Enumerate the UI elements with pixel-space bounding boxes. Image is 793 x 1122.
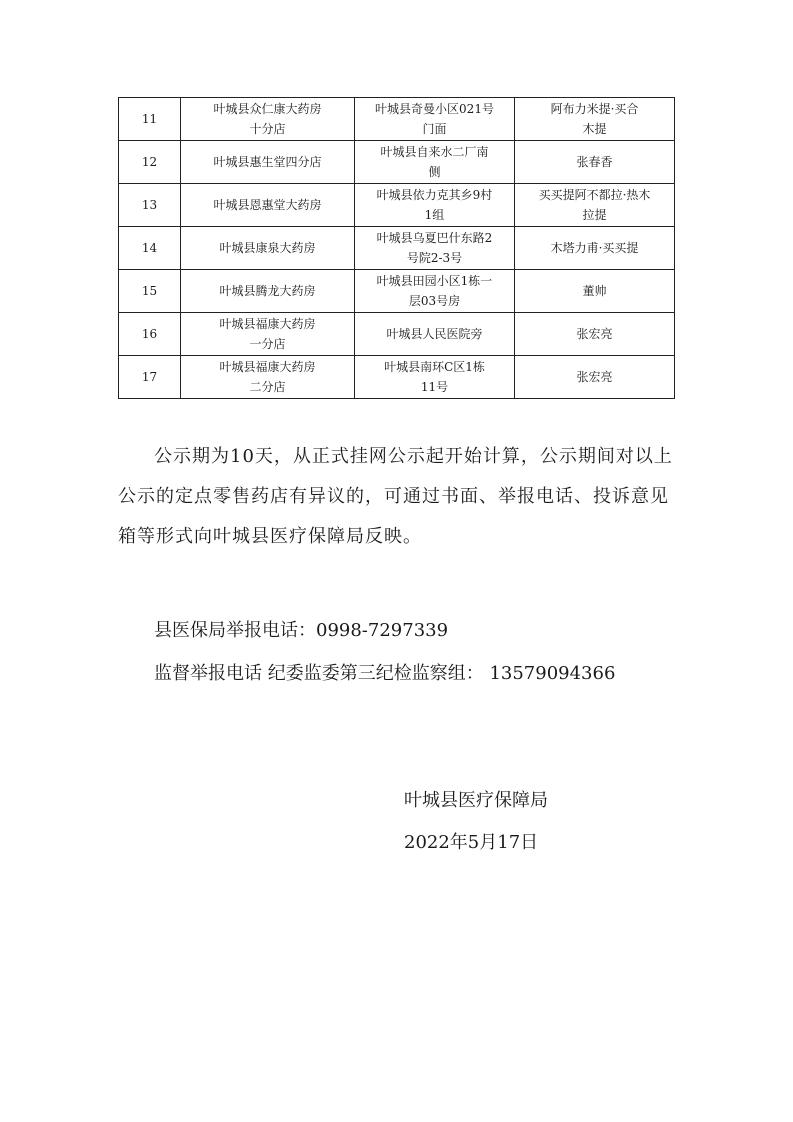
pharmacy-name-cell: 叶城县康泉大药房 <box>181 227 355 270</box>
pharmacy-owner-cell: 木塔力甫·买买提 <box>515 227 675 270</box>
pharmacy-owner-cell: 买买提阿不都拉·热木 拉提 <box>515 184 675 227</box>
table-row <box>119 98 675 141</box>
pharmacy-owner-cell: 张宏亮 <box>515 313 675 356</box>
pharmacy-address-cell: 叶城县依力克其乡9村 1组 <box>355 184 515 227</box>
row-index-cell: 16 <box>119 313 181 356</box>
issue-date: 2022年5月17日 <box>404 832 539 853</box>
supervision-hotline-text: 监督举报电话 纪委监委第三纪检监察组： 13579094366 <box>154 663 616 684</box>
pharmacy-owner-cell: 阿布力米提·买合 木提 <box>515 98 675 141</box>
row-index-cell: 12 <box>119 141 181 184</box>
pharmacy-address-cell: 叶城县南环C区1栋 11号 <box>355 356 515 399</box>
pharmacy-table-body <box>119 98 675 399</box>
pharmacy-owner-cell: 张春香 <box>515 141 675 184</box>
notice-paragraph: 公示期为10天，从正式挂网公示起开始计算，公示期间对以上公示的定点零售药店有异议的，可通过书面、举报电话、投诉意见箱等形式向叶城县医疗保障局反映。 <box>118 446 673 547</box>
row-index-cell: 11 <box>119 98 181 141</box>
table-row <box>119 184 675 227</box>
pharmacy-address-cell: 叶城县自来水二厂南 侧 <box>355 141 515 184</box>
pharmacy-name-cell: 叶城县众仁康大药房 十分店 <box>181 98 355 141</box>
pharmacy-name-cell: 叶城县恩惠堂大药房 <box>181 184 355 227</box>
hotline-text: 县医保局举报电话：0998-7297339 <box>154 620 449 641</box>
pharmacy-table <box>118 97 675 399</box>
pharmacy-address-cell: 叶城县奇曼小区021号 门面 <box>355 98 515 141</box>
pharmacy-address-cell: 叶城县人民医院旁 <box>355 313 515 356</box>
table-row <box>119 141 675 184</box>
table-row <box>119 270 675 313</box>
table-row <box>119 356 675 399</box>
pharmacy-owner-cell: 董帅 <box>515 270 675 313</box>
table-row <box>119 313 675 356</box>
pharmacy-name-cell: 叶城县福康大药房 一分店 <box>181 313 355 356</box>
row-index-cell: 13 <box>119 184 181 227</box>
issuing-organization: 叶城县医疗保障局 <box>404 790 548 811</box>
row-index-cell: 17 <box>119 356 181 399</box>
pharmacy-address-cell: 叶城县田园小区1栋一 层03号房 <box>355 270 515 313</box>
row-index-cell: 14 <box>119 227 181 270</box>
pharmacy-name-cell: 叶城县腾龙大药房 <box>181 270 355 313</box>
pharmacy-name-cell: 叶城县惠生堂四分店 <box>181 141 355 184</box>
pharmacy-name-cell: 叶城县福康大药房 二分店 <box>181 356 355 399</box>
row-index-cell: 15 <box>119 270 181 313</box>
pharmacy-owner-cell: 张宏亮 <box>515 356 675 399</box>
pharmacy-address-cell: 叶城县乌夏巴什东路2 号院2-3号 <box>355 227 515 270</box>
table-row <box>119 227 675 270</box>
